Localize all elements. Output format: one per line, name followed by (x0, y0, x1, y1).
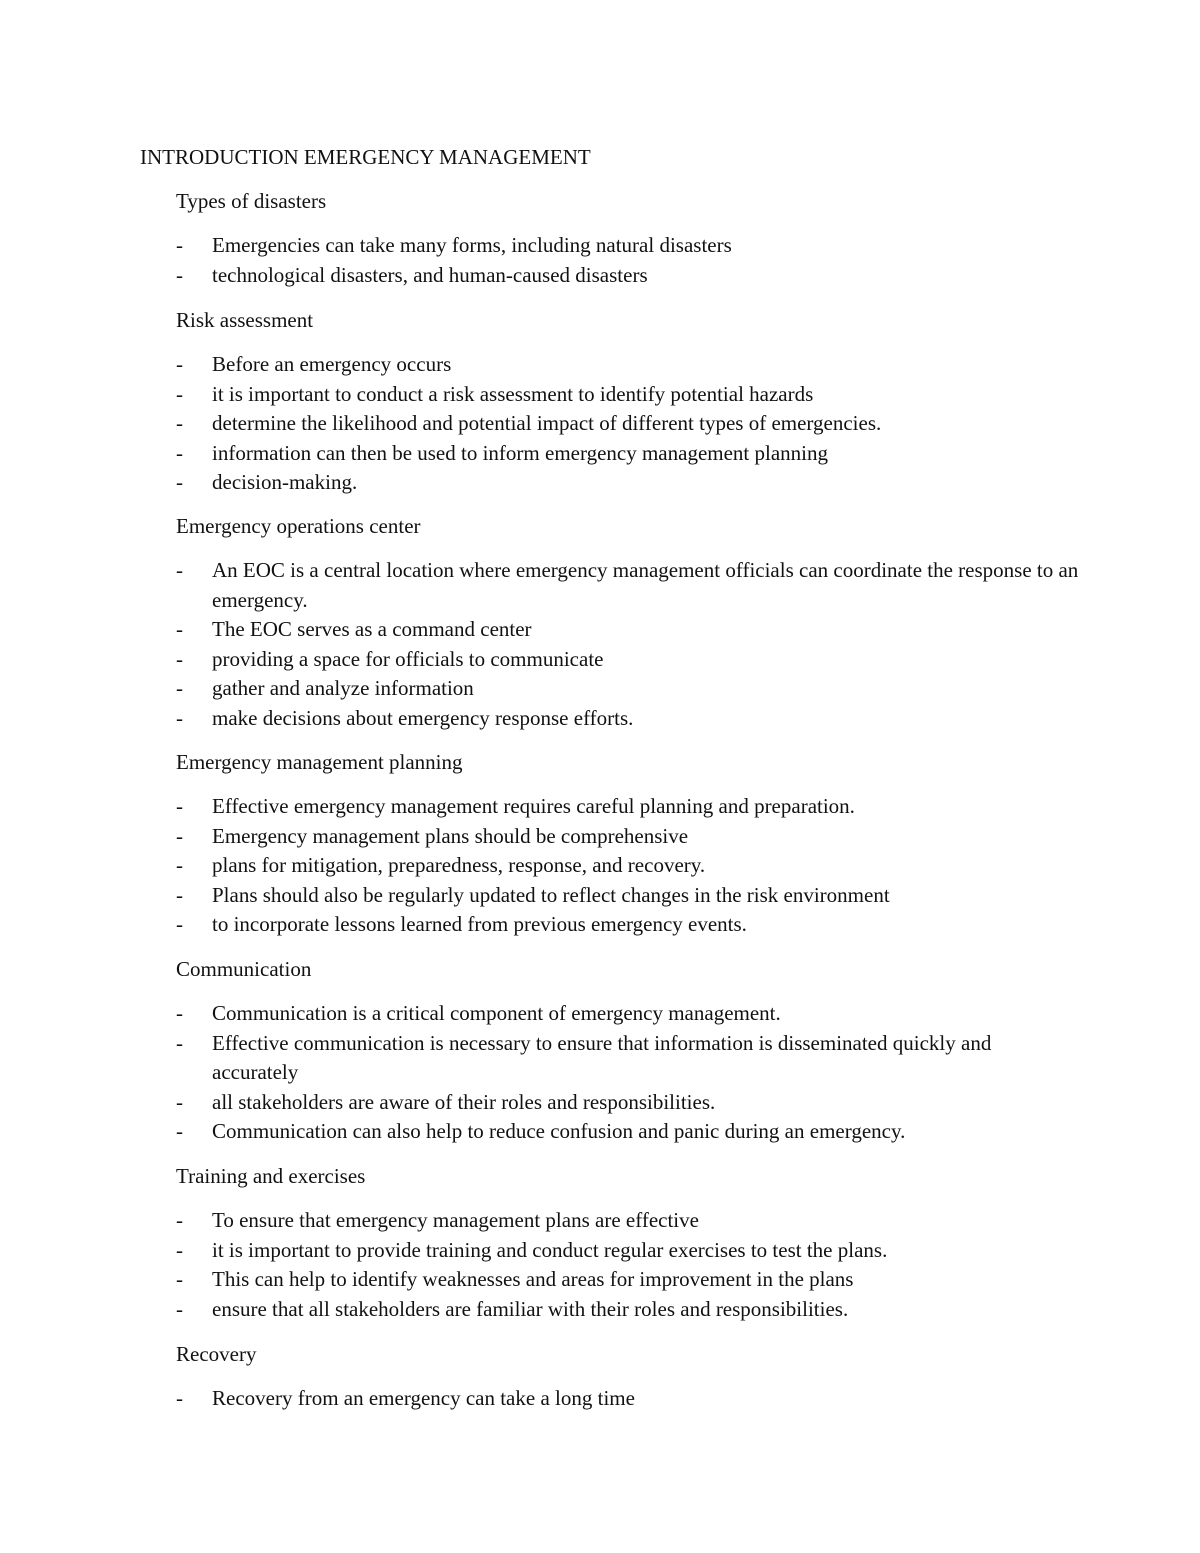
bullet-dash: - (176, 262, 183, 287)
bullet-dash: - (176, 882, 183, 907)
bullet-text: An EOC is a central location where emergency management officials can coordinate the response to an emergency. (212, 558, 1079, 612)
list-item (176, 851, 1082, 881)
bullet-text: it is important to provide training and conduct regular exercises to test the plans. (212, 1237, 888, 1262)
bullet-list (176, 792, 1076, 940)
section-heading: Risk assessment (176, 308, 314, 332)
list-item (176, 704, 1082, 734)
list-item (176, 1236, 1082, 1266)
list-item (176, 645, 1082, 675)
bullet-dash: - (176, 705, 183, 730)
bullet-text: Communication is a critical component of emergency management. (212, 1001, 781, 1025)
bullet-text: Before an emergency occurs (212, 352, 452, 376)
bullet-text: Recovery from an emergency can take a long time (212, 1386, 635, 1410)
list-item (176, 409, 1082, 439)
section-communication (176, 955, 1076, 1147)
bullet-dash: - (176, 411, 183, 435)
bullet-text: determine the likelihood and potential impact of different types of emergencies. (212, 411, 882, 435)
section-heading: Emergency management planning (176, 750, 463, 774)
bullet-text: information can then be used to inform emergency management planning (212, 440, 829, 465)
bullet-list (176, 1206, 1076, 1324)
list-item (176, 792, 1082, 822)
bullet-dash: - (176, 853, 183, 877)
bullet-text: This can help to identify weaknesses and areas for improvement in the plans (212, 1267, 854, 1291)
list-item (176, 1117, 1082, 1147)
section-training-and-exercises (176, 1162, 1076, 1324)
section-recovery (176, 1340, 1076, 1414)
list-item (176, 615, 1082, 645)
list-item (176, 1088, 1082, 1118)
bullet-dash: - (176, 1386, 183, 1410)
bullet-text: To ensure that emergency management plans are effective (212, 1208, 699, 1232)
list-item (176, 231, 1082, 261)
section-emergency-operations-center (176, 512, 1079, 733)
list-item (176, 350, 1082, 380)
bullet-dash: - (176, 470, 183, 494)
bullet-dash: - (176, 646, 183, 671)
bullet-text: gather and analyze information (212, 676, 474, 700)
bullet-dash: - (176, 440, 183, 465)
bullet-list (176, 231, 1076, 290)
bullet-text: to incorporate lessons learned from previous emergency events. (212, 912, 747, 936)
section-heading: Emergency operations center (176, 514, 421, 538)
list-item (176, 999, 1082, 1029)
section-heading: Recovery (176, 1342, 257, 1366)
bullet-list (176, 1384, 1076, 1414)
bullet-dash: - (176, 233, 183, 257)
list-item (176, 439, 1082, 469)
bullet-text: Effective communication is necessary to ensure that information is disseminated quickly and accurately (212, 1030, 992, 1084)
bullet-dash: - (176, 1208, 183, 1232)
bullet-dash: - (176, 1267, 183, 1291)
bullet-list (176, 999, 1076, 1147)
bullet-text: plans for mitigation, preparedness, response, and recovery. (212, 853, 706, 877)
bullet-text: Effective emergency management requires careful planning and preparation. (212, 794, 855, 818)
bullet-dash: - (176, 794, 183, 818)
bullet-list (176, 350, 1076, 498)
bullet-dash: - (176, 558, 183, 582)
bullet-dash: - (176, 1237, 183, 1262)
list-item (176, 1206, 1082, 1236)
section-heading: Types of disasters (176, 189, 327, 213)
bullet-text: Plans should also be regularly updated to reflect changes in the risk environment (212, 882, 890, 907)
bullet-dash: - (176, 352, 183, 376)
bullet-text: it is important to conduct a risk assessment to identify potential hazards (212, 381, 814, 406)
bullet-dash: - (176, 676, 183, 700)
list-item (176, 674, 1082, 704)
bullet-dash: - (176, 1119, 183, 1143)
list-item (176, 468, 1082, 498)
bullet-text: Communication can also help to reduce confusion and panic during an emergency. (212, 1119, 906, 1143)
list-item (176, 1295, 1082, 1325)
section-risk-assessment (176, 306, 1076, 498)
section-heading: Training and exercises (176, 1164, 366, 1188)
document-title: INTRODUCTION EMERGENCY MANAGEMENT (140, 145, 591, 169)
bullet-text: ensure that all stakeholders are familiar with their roles and responsibilities. (212, 1296, 849, 1321)
list-item (176, 910, 1082, 940)
bullet-dash: - (176, 1001, 183, 1025)
list-item (176, 261, 1082, 291)
bullet-text: Emergency management plans should be comprehensive (212, 823, 689, 848)
bullet-dash: - (176, 381, 183, 406)
bullet-text: make decisions about emergency response efforts. (212, 705, 634, 730)
section-types-of-disasters (176, 187, 1076, 290)
bullet-dash: - (176, 1030, 183, 1055)
list-item (176, 556, 1082, 615)
list-item (176, 1265, 1082, 1295)
bullet-dash: - (176, 823, 183, 848)
list-item (176, 1384, 1082, 1414)
bullet-dash: - (176, 912, 183, 936)
list-item (176, 1029, 1082, 1088)
bullet-text: Emergencies can take many forms, including natural disasters (212, 233, 732, 257)
section-heading: Communication (176, 957, 312, 981)
bullet-list (176, 556, 1079, 733)
bullet-text: decision-making. (212, 470, 358, 494)
list-item (176, 822, 1082, 852)
bullet-dash: - (176, 1089, 183, 1114)
bullet-text: providing a space for officials to communicate (212, 646, 604, 671)
bullet-text: all stakeholders are aware of their roles and responsibilities. (212, 1089, 716, 1114)
section-emergency-management-planning (176, 748, 1076, 940)
list-item (176, 380, 1082, 410)
bullet-text: technological disasters, and human-caused disasters (212, 262, 648, 287)
bullet-dash: - (176, 1296, 183, 1321)
bullet-dash: - (176, 617, 183, 641)
bullet-text: The EOC serves as a command center (212, 617, 532, 641)
list-item (176, 881, 1082, 911)
